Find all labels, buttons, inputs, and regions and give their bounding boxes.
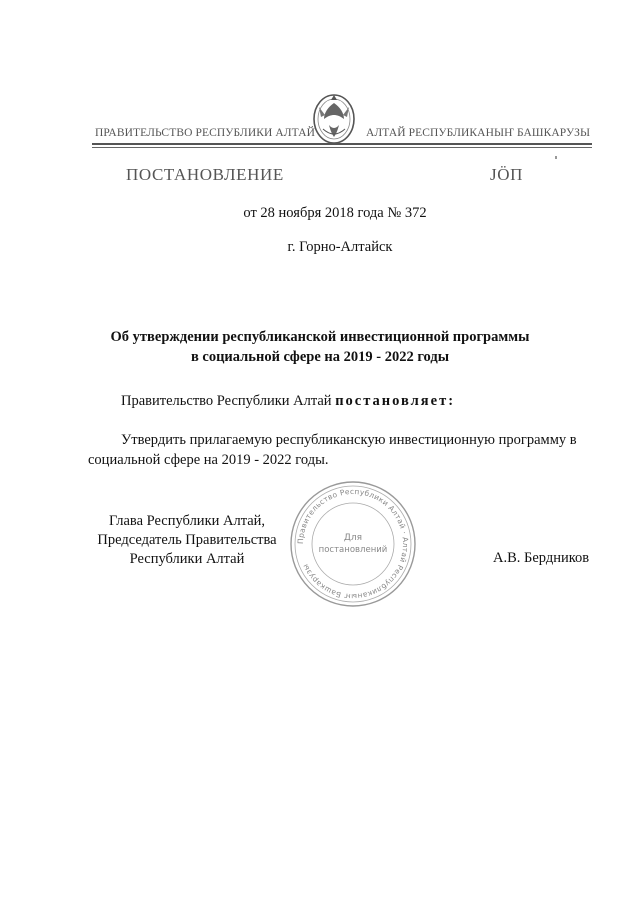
header-rule-thin — [92, 147, 592, 148]
title-line-2: в социальной сфере на 2019 - 2022 годы — [190, 349, 450, 365]
resolution-subject: Правительство Республики Алтай — [121, 393, 332, 409]
city-line — [0, 239, 640, 256]
org-name-altai: АЛТАЙ РЕСПУБЛИКАНЫҤ БАШКАРУЗЫ — [366, 127, 591, 139]
signer-name: А.В. Бердников — [493, 550, 590, 566]
stamp-center-line-2: постановлений — [318, 545, 388, 555]
org-name-russian: ПРАВИТЕЛЬСТВО РЕСПУБЛИКИ АЛТАЙ — [95, 127, 316, 139]
official-stamp — [287, 478, 419, 610]
resolution-text: Утвердить прилагаемую республиканскую инвестиционную программу в социальной сфере на 2019 - 2022 годы. — [88, 432, 577, 468]
date-number: от 28 ноября 2018 года № 372 — [243, 205, 427, 221]
doc-type-russian: ПОСТАНОВЛЕНИЕ — [126, 165, 284, 184]
header-rule-thick — [92, 143, 592, 145]
doc-type-altai: ЈӦП — [490, 165, 523, 184]
city-name: г. Горно-Алтайск — [287, 239, 393, 255]
stamp-center-line-1: Для — [343, 533, 363, 543]
signer-title — [92, 512, 282, 569]
date-line — [0, 205, 640, 222]
title-line-1: Об утверждении республиканской инвестиционной программы — [110, 329, 530, 345]
document-title — [0, 327, 640, 367]
signer-line-3: Республики Алтай — [129, 551, 245, 567]
stamp-ring-text: Правительство Республики Алтай · Алтай Республиканыҥ Башкарузы — [295, 486, 411, 602]
scan-mark — [555, 156, 557, 159]
resolution-intro — [121, 393, 455, 410]
signer-line-1: Глава Республики Алтай, — [108, 513, 266, 529]
coat-of-arms-icon — [311, 85, 357, 145]
resolution-verb: постановляет: — [335, 393, 456, 409]
signer-line-2: Председатель Правительства — [97, 532, 277, 548]
svg-text:Правительство Республики Алтай — [296, 487, 410, 601]
